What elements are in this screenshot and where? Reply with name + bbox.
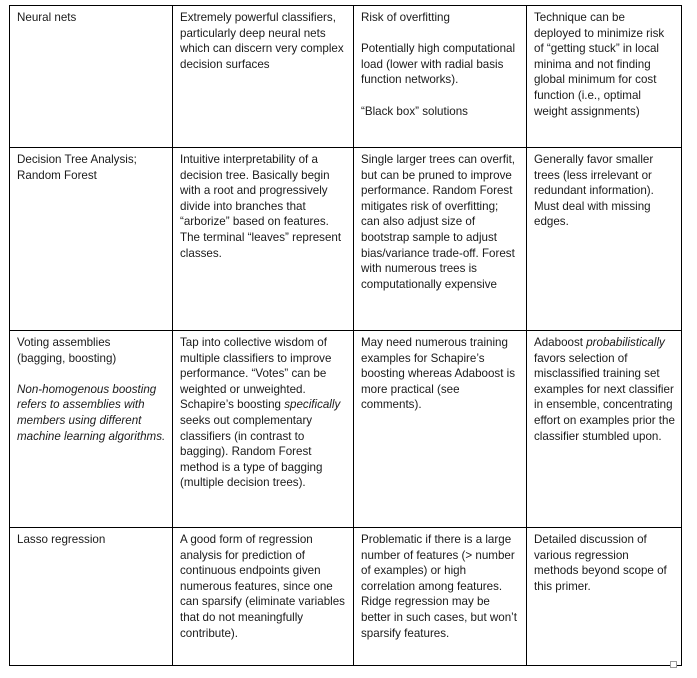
weakness-paragraph: Risk of overfitting xyxy=(361,11,450,24)
cell-comments xyxy=(527,331,682,528)
strength-paragraph: Intuitive interpretability of a decision tree. Basically begin with a root and progressively divide into branches that “arborize” based on features. The terminal “leaves” represent classes. xyxy=(180,153,342,260)
strength-emphasis: specifically xyxy=(284,398,341,412)
cell-strengths xyxy=(173,528,354,666)
table-resize-handle[interactable] xyxy=(670,661,677,668)
cell-technique xyxy=(10,331,173,528)
technique-note: Non-homogenous boosting refers to assemblies with members using different machine learning algorithms. xyxy=(17,382,166,443)
comment-paragraph: Detailed discussion of various regression methods beyond scope of this primer. xyxy=(534,533,667,593)
comment-paragraph: Technique can be deployed to minimize risk of “getting stuck” in local minima and not finding global minimum for cost function (i.e., optimal weight assignments) xyxy=(534,11,665,118)
strength-paragraph: A good form of regression analysis for prediction of continuous endpoints given numerous features, since one can sparsify (eliminate variables that do not meaningfully contribute). xyxy=(180,533,345,640)
strength-text-after-emphasis: seeks out complementary classifiers (in contrast to bagging). Random Forest method is a type of bagging (multiple decision trees). xyxy=(180,413,323,490)
technique-name: Neural nets xyxy=(17,11,77,24)
technique-name: Decision Tree Analysis; Random Forest xyxy=(17,153,137,182)
table-row xyxy=(10,148,682,331)
cell-comments xyxy=(527,528,682,666)
table-row xyxy=(10,331,682,528)
cell-strengths xyxy=(173,331,354,528)
technique-name xyxy=(17,335,166,366)
table-row xyxy=(10,6,682,148)
weakness-paragraph: Single larger trees can overfit, but can be pruned to improve performance. Random Forest mitigates risk of overfitting; can also adjust size of bootstrap sample to adjust bias/variance trade-off. Forest with numerous trees is computationally expensive xyxy=(361,153,516,291)
comment-paragraph xyxy=(534,335,675,444)
weakness-paragraph: Problematic if there is a large number of features (> number of examples) or high correlation among features. Ridge regression may be better in such cases, but won’t sparsify features. xyxy=(361,533,517,640)
cell-weaknesses xyxy=(354,331,527,528)
cell-technique xyxy=(10,528,173,666)
technique-name-line1: Voting assemblies xyxy=(17,336,111,349)
cell-weaknesses xyxy=(354,6,527,148)
cell-weaknesses xyxy=(354,148,527,331)
comment-text-before-emphasis: Adaboost xyxy=(534,336,587,349)
comment-text-after-emphasis: favors selection of misclassified training set examples for next classifier in ensemble, concentrating effort on examples prior the classifier stumbled upon. xyxy=(534,351,675,443)
cell-technique xyxy=(10,148,173,331)
strength-paragraph: Extremely powerful classifiers, particularly deep neural nets which can discern very complex decision surfaces xyxy=(180,11,344,71)
cell-strengths xyxy=(173,6,354,148)
technique-name-line2: (bagging, boosting) xyxy=(17,351,117,365)
technique-name: Lasso regression xyxy=(17,533,106,546)
table-row xyxy=(10,528,682,666)
weakness-paragraph: May need numerous training examples for Schapire’s boosting whereas Adaboost is more practical (see comments). xyxy=(361,336,516,412)
cell-comments xyxy=(527,6,682,148)
cell-technique xyxy=(10,6,173,148)
strength-text-before-emphasis: Tap into collective wisdom of multiple classifiers to improve performance. “Votes” can be weighted or unweighted. Schapire’s boosting xyxy=(180,336,332,412)
comment-paragraph: Generally favor smaller trees (less irrelevant or redundant information). Must deal with missing edges. xyxy=(534,153,654,229)
ml-techniques-comparison-table xyxy=(9,5,682,666)
strength-paragraph xyxy=(180,335,347,491)
cell-weaknesses xyxy=(354,528,527,666)
comment-emphasis: probabilistically xyxy=(586,336,665,349)
cell-comments xyxy=(527,148,682,331)
cell-strengths xyxy=(173,148,354,331)
weakness-paragraph: Potentially high computational load (lower with radial basis function networks). xyxy=(361,42,516,87)
weakness-paragraph: “Black box” solutions xyxy=(361,104,468,118)
